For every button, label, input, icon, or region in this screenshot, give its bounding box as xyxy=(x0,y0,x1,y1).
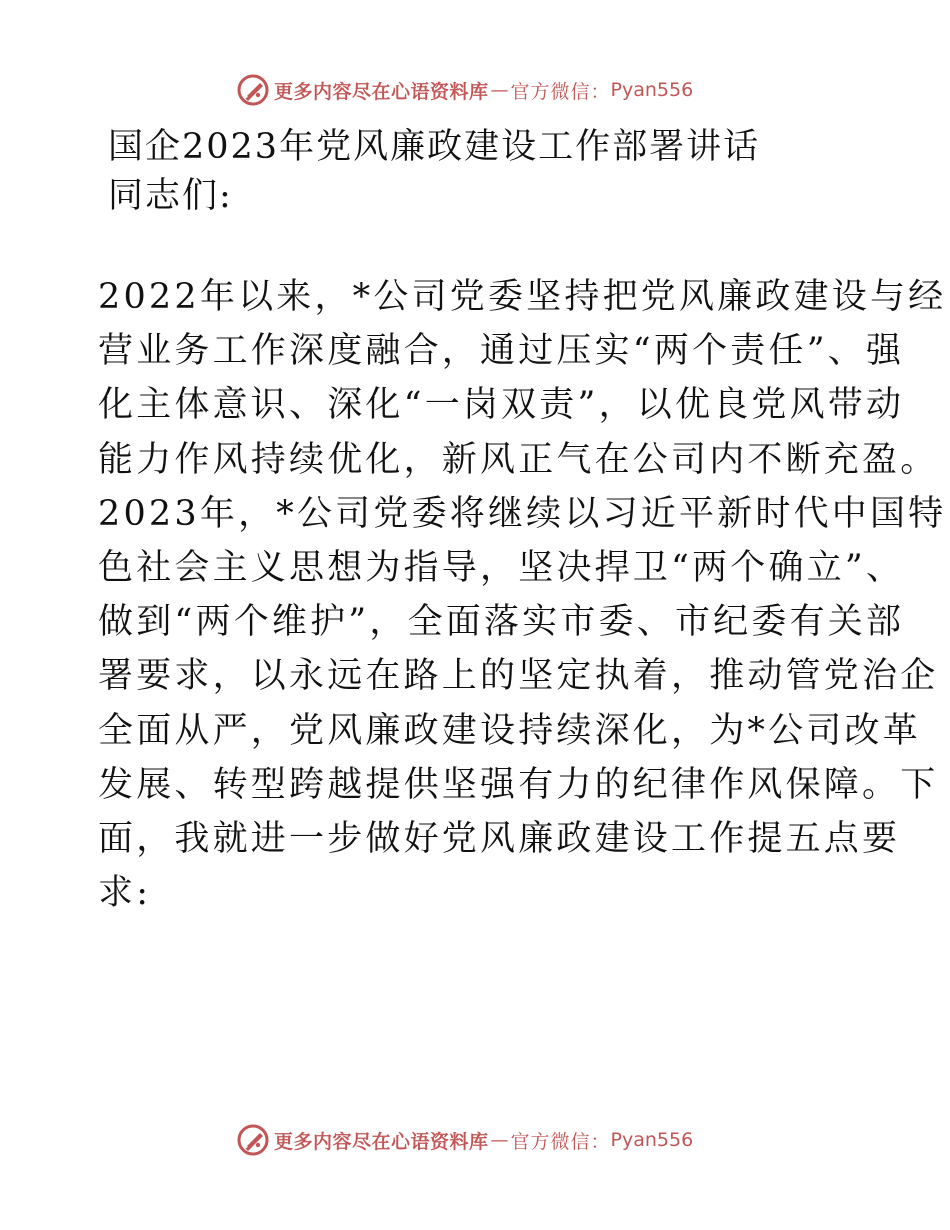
watermark-wechat-label: 官方微信： xyxy=(510,80,611,103)
watermark-dash: — xyxy=(490,1129,509,1151)
footer-watermark xyxy=(236,1122,693,1158)
body-line: 2022年以来，*公司党委坚持把党风廉政建设与经 xyxy=(98,277,947,317)
watermark-text: 更多内容尽在心语资料库 xyxy=(274,1130,489,1153)
pen-logo-icon xyxy=(236,1123,270,1157)
body-line: 做到“两个维护”，全面落实市委、市纪委有关部 xyxy=(98,602,905,643)
watermark-wechat-id: Pyan556 xyxy=(610,79,694,101)
body-paragraph xyxy=(98,270,947,920)
body-line: 求: xyxy=(98,873,152,914)
body-line: 发展、转型跨越提供坚强有力的纪律作风保障。下 xyxy=(98,764,939,805)
watermark-wechat-id: Pyan556 xyxy=(610,1129,694,1151)
salutation: 同志们: xyxy=(108,176,233,216)
body-line: 署要求，以永远在路上的坚定执着，推动管党治企 xyxy=(98,656,939,697)
body-line: 色社会主义思想为指导，坚决捍卫“两个确立”、 xyxy=(98,547,905,588)
pen-logo-icon xyxy=(236,73,270,107)
watermark-wechat-label: 官方微信： xyxy=(510,1130,611,1153)
watermark-text: 更多内容尽在心语资料库 xyxy=(274,80,489,103)
body-line: 营业务工作深度融合，通过压实“两个责任”、强 xyxy=(98,331,905,372)
body-line: 能力作风持续优化，新风正气在公司内不断充盈。 xyxy=(98,439,939,480)
body-line: 化主体意识、深化“一岗双责”，以优良党风带动 xyxy=(98,385,905,426)
watermark-dash: — xyxy=(490,79,509,101)
header-watermark xyxy=(236,72,693,108)
body-line: 全面从严，党风廉政建设持续深化，为*公司改革 xyxy=(98,710,921,751)
body-line: 面，我就进一步做好党风廉政建设工作提五点要 xyxy=(98,818,901,859)
document-title: 国企2023年党风廉政建设工作部署讲话 xyxy=(108,127,761,167)
body-line: 2023年，*公司党委将继续以习近平新时代中国特 xyxy=(98,493,947,534)
